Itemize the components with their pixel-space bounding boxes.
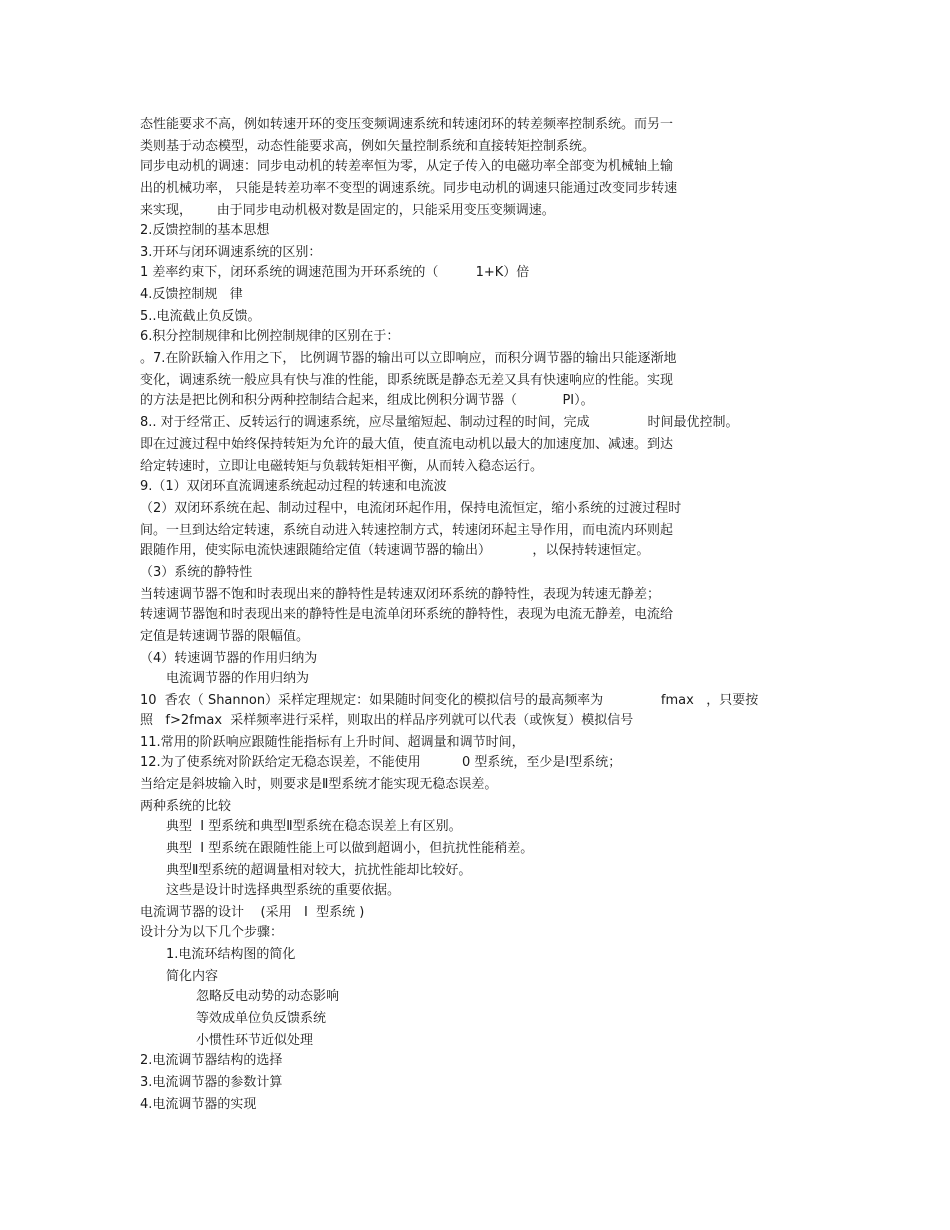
text-line: 3.电流调节器的参数计算 — [140, 1075, 283, 1090]
text-line: 3.开环与闭环调速系统的区别： — [140, 245, 322, 260]
text-line: 2.反馈控制的基本思想 — [140, 223, 270, 238]
text-line: 典型 Ⅰ 型系统和典型Ⅱ型系统在稳态误差上有区别。 — [166, 819, 462, 834]
text-line: 的方法是把比例和积分两种控制结合起来，组成比例积分调节器（ PI）。 — [140, 393, 594, 408]
text-line: （4）转速调节器的作用归纳为 — [140, 651, 318, 666]
text-line: 忽略反电动势的动态影响 — [196, 989, 340, 1004]
text-line: 12.为了使系统对阶跃给定无稳态误差，不能使用 0 型系统，至少是Ⅰ型系统； — [140, 755, 622, 770]
text-line: 两种系统的比较 — [140, 799, 232, 814]
text-line: 1.电流环结构图的简化 — [166, 947, 296, 962]
text-line: 典型Ⅱ型系统的超调量相对较大，抗扰性能却比较好。 — [166, 863, 472, 878]
text-line: 11.常用的阶跃响应跟随性能指标有上升时间、超调量和调节时间， — [140, 735, 525, 750]
text-line: （2）双闭环系统在起、制动过程中，电流闭环起作用，保持电流恒定，缩小系统的过渡过程时 — [140, 501, 682, 516]
text-line: 8.. 对于经常正、反转运行的调速系统，应尽量缩短起、制动过程的时间，完成 时间最优控制。 — [140, 415, 739, 430]
text-line: 间。一旦到达给定转速，系统自动进入转速控制方式，转速闭环起主导作用，而电流内环则起 — [140, 523, 674, 538]
text-line: 跟随作用，使实际电流快速跟随给定值（转速调节器的输出） ，以保持转速恒定。 — [140, 543, 650, 558]
text-line: 等效成单位负反馈系统 — [196, 1011, 327, 1026]
text-line: 4.反馈控制规 律 — [140, 287, 243, 302]
text-line: 来实现， 由于同步电动机极对数是固定的，只能采用变压变频调速。 — [140, 203, 555, 218]
text-line: 典型 Ⅰ 型系统在跟随性能上可以做到超调小，但抗扰性能稍差。 — [166, 841, 534, 856]
text-line: 电流调节器的作用归纳为 — [166, 671, 310, 686]
text-line: 给定转速时，立即让电磁转矩与负载转矩相平衡，从而转入稳态运行。 — [140, 459, 544, 474]
text-line: 6.积分控制规律和比例控制规律的区别在于： — [140, 329, 400, 344]
text-line: 态性能要求不高，例如转速开环的变压变频调速系统和转速闭环的转差频率控制系统。而另一 — [140, 117, 674, 132]
text-line: 照 f>2fmax 采样频率进行采样，则取出的样品序列就可以代表（或恢复）模拟信号 — [140, 713, 634, 728]
text-line: （3）系统的静特性 — [140, 565, 253, 580]
text-line: 当转速调节器不饱和时表现出来的静特性是转速双闭环系统的静特性，表现为转速无静差； — [140, 587, 661, 602]
text-line: 小惯性环节近似处理 — [196, 1033, 314, 1048]
text-line: 转速调节器饱和时表现出来的静特性是电流单闭环系统的静特性，表现为电流无静差，电流给 — [140, 607, 674, 622]
text-line: 类则基于动态模型，动态性能要求高，例如矢量控制系统和直接转矩控制系统。 — [140, 139, 596, 154]
text-line: 当给定是斜坡输入时，则要求是Ⅱ型系统才能实现无稳态误差。 — [140, 777, 498, 792]
text-line: 电流调节器的设计 (采用 Ⅰ 型系统 ) — [140, 905, 365, 920]
text-line: 4.电流调节器的实现 — [140, 1097, 257, 1112]
text-line: 。7.在阶跃输入作用之下， 比例调节器的输出可以立即响应，而积分调节器的输出只能逐渐地 — [140, 351, 677, 366]
text-line: 设计分为以下几个步骤： — [140, 925, 284, 940]
text-line: 出的机械功率， 只能是转差功率不变型的调速系统。同步电动机的调速只能通过改变同步转速 — [140, 181, 678, 196]
text-line: 1 差率约束下，闭环系统的调速范围为开环系统的（ 1+K）倍 — [140, 265, 530, 280]
text-line: 即在过渡过程中始终保持转矩为允许的最大值，使直流电动机以最大的加速度加、减速。到达 — [140, 437, 674, 452]
text-line: 9.（1）双闭环直流调速系统起动过程的转速和电流波 — [140, 479, 447, 494]
text-line: 变化，调速系统一般应具有快与准的性能，即系统既是静态无差又具有快速响应的性能。实现 — [140, 373, 674, 388]
text-line: 这些是设计时选择典型系统的重要依据。 — [166, 883, 401, 898]
text-line: 定值是转速调节器的限幅值。 — [140, 629, 310, 644]
text-line: 简化内容 — [166, 969, 219, 984]
text-line: 10 香农（ Shannon）采样定理规定：如果随时间变化的模拟信号的最高频率为 fmax ，只要按 — [140, 693, 759, 708]
text-line: 5..电流截止负反馈。 — [140, 309, 261, 324]
text-line: 同步电动机的调速：同步电动机的转差率恒为零，从定子传入的电磁功率全部变为机械轴上输 — [140, 159, 674, 174]
text-line: 2.电流调节器结构的选择 — [140, 1053, 283, 1068]
